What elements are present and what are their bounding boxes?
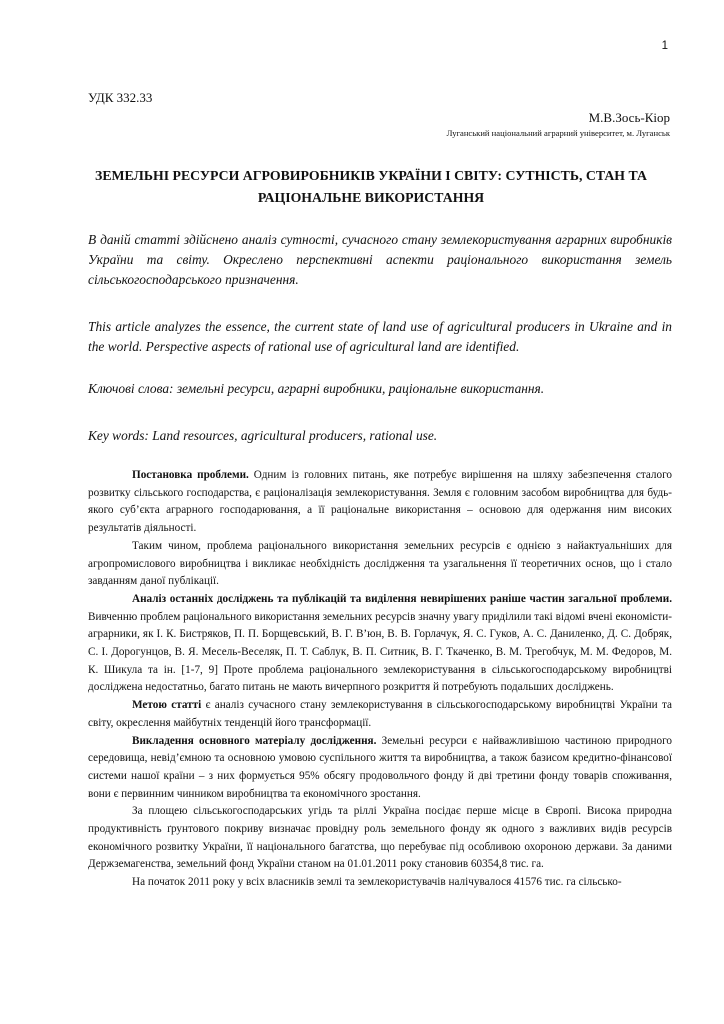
paragraph-owners (88, 874, 672, 892)
page-number: 1 (661, 40, 668, 52)
author-affiliation: Луганський національний аграрний університет, м. Луганськ (446, 128, 670, 138)
paragraph-text: Одним із головних питань, яке потребує вирішення на шляху забезпечення сталого розвитку сільського господарства, є раціоналізація землекористування. Земля є головним засобом виробництва для будь-якого суб’єкта аграрного господарювання, а її раціональне використання – основою для одержання ним високих результатів діяльності. (88, 469, 672, 535)
author-name: М.В.Зось-Кіор (588, 110, 670, 125)
paragraph-land-area (88, 803, 672, 874)
paragraph-text: Вивченню проблем раціонального використання земельних ресурсів значну увагу приділили такі відомі вчені економісти-аграрники, як І. К. Бистряков, П. П. Борщевський, В. Г. В’юн, В. В. Горлачук, Я. С. Гуков, А. С. Даниленко, Д. С. Добряк, С. І. Дорогунцов, В. Я. Месель-Веселяк, П. Т. Саблук, В. П. Ситник, В. Г. Ткаченко, В. М. Трегобчук, М. М. Федоров, М. К. Шикула та ін. [1-7, 9] Проте проблема раціонального землекористування в сільськогосподарському виробництві досліджена недостатньо, багато питань не мають вичерпного розкриття й потребують подальших досліджень. (88, 610, 672, 694)
paragraph-text: Земельні ресурси є найважливішою частиною природного середовища, невід’ємною та основною умовою суспільного життя та виробництва, а також базисом кредитно-фінансової системи нашої країни – з них формується 95% обсягу продовольчого фонду й дві третини фонду товарів споживання, вони є первинним чинником виробництва та економічного зростання. (88, 734, 672, 800)
paragraph-text: є аналіз сучасного стану землекористування в сільськогосподарському виробництві України та світу, окреслення майбутніх тенденцій його трансформації. (88, 699, 672, 729)
keywords-english: Key words: Land resources, agricultural producers, rational use. (88, 428, 438, 443)
abstract-english: This article analyzes the essence, the current state of land use of agricultural producers in Ukraine and in the world. Perspective aspects of rational use of agricultural land are identified. (88, 319, 672, 354)
section-lead: Метою статті (132, 699, 202, 712)
paper-title: ЗЕМЕЛЬНІ РЕСУРСИ АГРОВИРОБНИКІВ УКРАЇНИ І СВІТУ: СУТНІСТЬ, СТАН ТА РАЦІОНАЛЬНЕ ВИКОРИСТАННЯ (95, 168, 647, 205)
udk-code: УДК 332.33 (88, 90, 153, 105)
abstract-ukrainian: В даній статті здійснено аналіз сутності, сучасного стану землекористування аграрних виробників України та світу. Окреслено перспективні аспекти раціонального використання земель сільськогосподарського призначення. (88, 232, 672, 287)
section-lead: Аналіз останніх досліджень та публікацій та виділення невирішених раніше частин загальної проблеми. (132, 592, 672, 605)
section-lead: Постановка проблеми. (132, 469, 249, 481)
section-lead: Викладення основного матеріалу дослідження. (132, 734, 377, 747)
paragraph-text: За площею сільськогосподарських угідь та ріллі Україна посідає перше місце в Європі. Висока природна продуктивність ґрунтового покриву визначає провідну роль земельного фонду як одного з важливих видів ресурсів економічного розвитку України, її національного багатства, що перебуває під особливою охороною держави. За даними Держземагенства, земельний фонд України станом на 01.01.2011 року становив 60354,8 тис. га. (88, 805, 672, 871)
paragraph-text: На початок 2011 року у всіх власників землі та землекористувачів налічувалося 41576 тис. га сільсько- (132, 876, 622, 889)
keywords-ukrainian: Ключові слова: земельні ресурси, аграрні виробники, раціональне використання. (88, 381, 545, 396)
paragraph-text: Таким чином, проблема раціонального використання земельних ресурсів є однією з найактуальніших для агропромислового виробництва і викликає необхідність дослідження та узагальнення її теоретичних основ, що і стало завданням даної публікації. (88, 539, 672, 588)
paragraph-literature-review (88, 591, 672, 697)
paragraph-main-material (88, 733, 672, 804)
paragraph-goal (88, 697, 672, 732)
article-body (88, 467, 672, 892)
paragraph-task (88, 538, 672, 591)
paragraph-problem-statement (88, 467, 672, 538)
